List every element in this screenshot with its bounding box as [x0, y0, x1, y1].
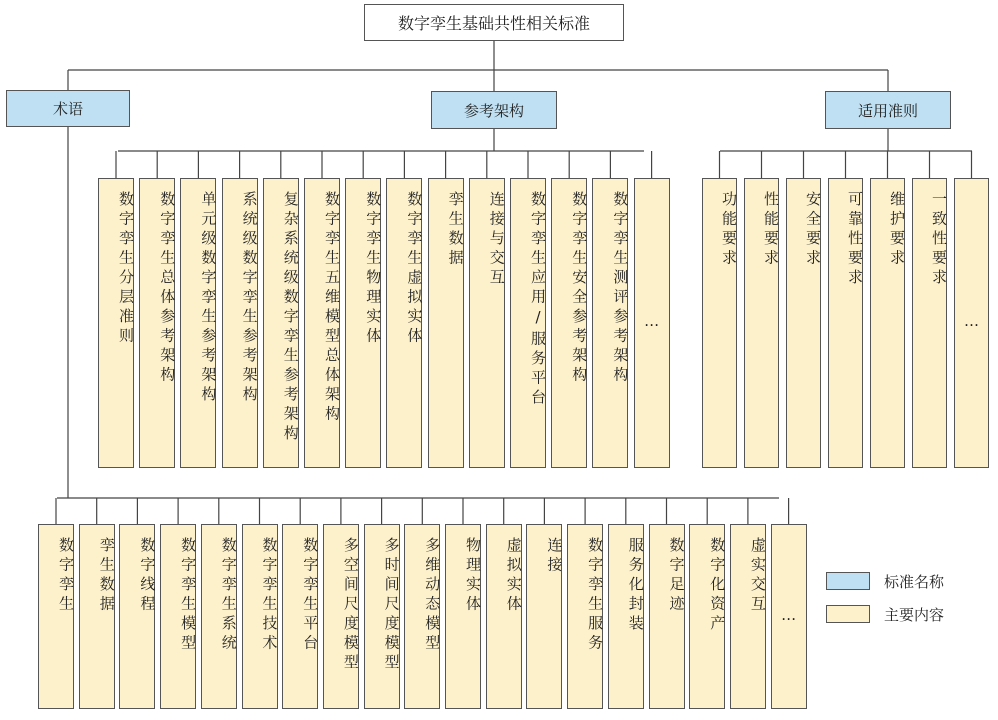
legend-label-main-content: 主要内容 — [884, 606, 945, 624]
terms-item: 数字孪生服务 — [567, 524, 603, 709]
reference-item: 数字孪生物理实体 — [345, 178, 381, 468]
terms-item: 数字孪生平台 — [282, 524, 318, 709]
group-terms-box — [6, 90, 130, 127]
terms-item: 物理实体 — [445, 524, 481, 709]
terms-item: 多维动态模型 — [404, 524, 440, 709]
terms-item: 虚拟实体 — [486, 524, 522, 709]
terms-item: 数字化资产 — [689, 524, 725, 709]
guidelines-item: 功能要求 — [702, 178, 737, 468]
guidelines-item: 可靠性要求 — [828, 178, 863, 468]
reference-item: 数字孪生虚拟实体 — [386, 178, 422, 468]
reference-item: 数字孪生分层准则 — [98, 178, 134, 468]
group-guidelines-box — [825, 91, 951, 129]
group-guidelines-label: 适用准则 — [857, 101, 918, 120]
terms-item: 数字孪生技术 — [242, 524, 278, 709]
terms-item: 虚实交互 — [730, 524, 766, 709]
terms-item: 数字孪生 — [38, 524, 74, 709]
reference-item: … — [634, 178, 670, 468]
root-standard-box — [364, 4, 624, 41]
terms-item: 多空间尺度模型 — [323, 524, 359, 709]
reference-item: 单元级数字孪生参考架构 — [180, 178, 216, 468]
terms-item: 数字足迹 — [649, 524, 685, 709]
legend-swatch-main-content — [826, 605, 870, 623]
reference-item: 连接与交互 — [469, 178, 505, 468]
terms-item: 多时间尺度模型 — [364, 524, 400, 709]
guidelines-item: … — [954, 178, 989, 468]
guidelines-item: 维护要求 — [870, 178, 905, 468]
reference-item: 数字孪生五维模型总体架构 — [304, 178, 340, 468]
reference-item: 数字孪生总体参考架构 — [139, 178, 175, 468]
group-reference-label: 参考架构 — [463, 101, 524, 120]
group-terms-label: 术语 — [52, 100, 83, 118]
terms-item: 数字线程 — [119, 524, 155, 709]
reference-item: 系统级数字孪生参考架构 — [222, 178, 258, 468]
terms-item: 孪生数据 — [79, 524, 115, 709]
guidelines-item: 性能要求 — [744, 178, 779, 468]
reference-item: 数字孪生安全参考架构 — [551, 178, 587, 468]
terms-item: … — [771, 524, 807, 709]
guidelines-item: 一致性要求 — [912, 178, 947, 468]
reference-item: 复杂系统级数字孪生参考架构 — [263, 178, 299, 468]
guidelines-item: 安全要求 — [786, 178, 821, 468]
legend-label-standard-name: 标准名称 — [884, 573, 945, 591]
terms-item: 服务化封装 — [608, 524, 644, 709]
reference-item: 数字孪生应用/服务平台 — [510, 178, 546, 468]
reference-item: 数字孪生测评参考架构 — [592, 178, 628, 468]
legend-swatch-standard-name — [826, 572, 870, 590]
terms-item: 数字孪生系统 — [201, 524, 237, 709]
group-reference-box — [431, 91, 557, 129]
root-standard-label: 数字孪生基础共性相关标准 — [397, 14, 590, 33]
terms-item: 数字孪生模型 — [160, 524, 196, 709]
terms-item: 连接 — [526, 524, 562, 709]
reference-item: 孪生数据 — [428, 178, 464, 468]
